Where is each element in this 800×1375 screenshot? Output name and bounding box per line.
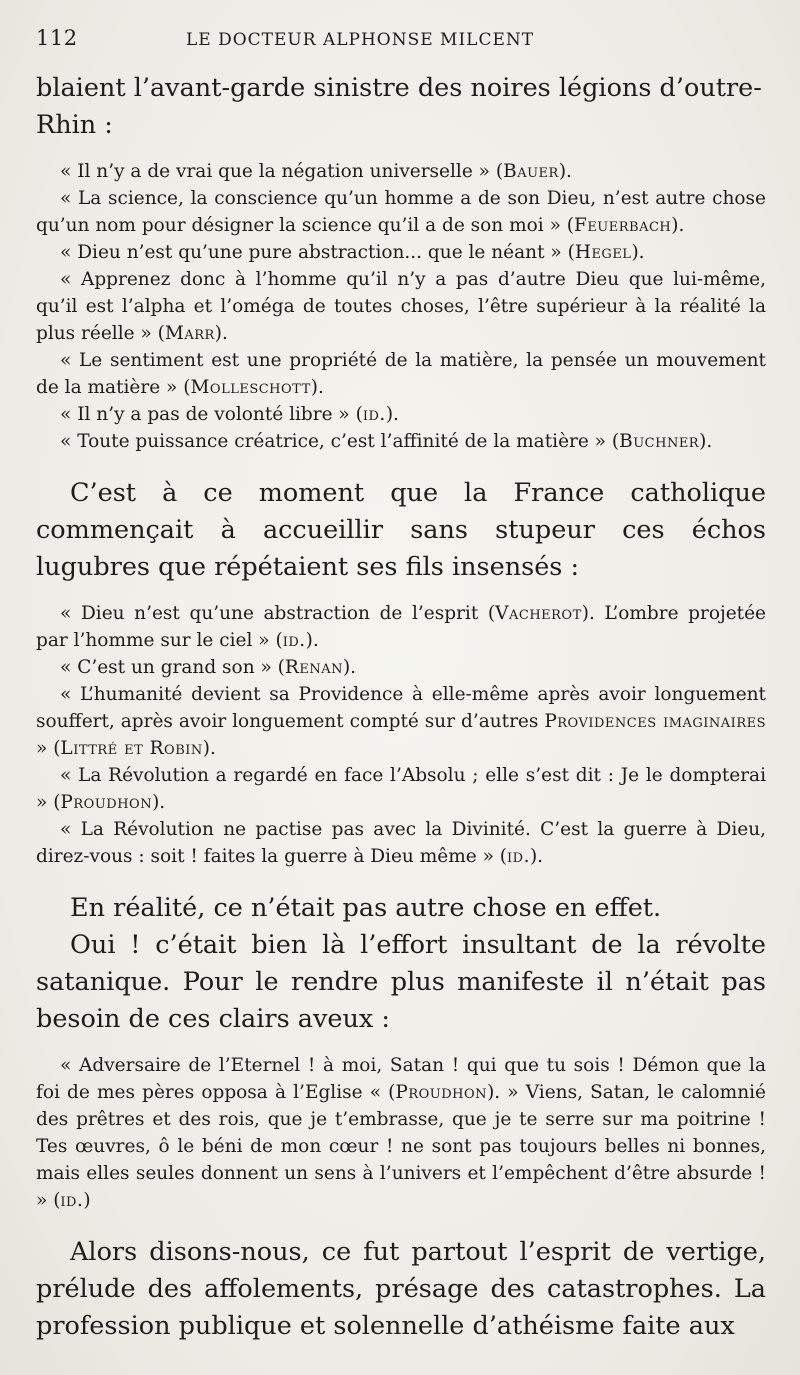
quote-tail: » ( [36, 738, 61, 759]
paragraph-reality [36, 890, 766, 1038]
quote-text: « La Révolution a regardé en face l’Absolu ; elle s’est dit : Je le dompterai » ( [36, 765, 766, 813]
quote-author: id. [362, 404, 386, 425]
quote-tail: ). [529, 846, 544, 867]
quote-id-1 [36, 401, 766, 428]
quote-author: id. [60, 1190, 84, 1211]
quote-author: Buchner [619, 431, 700, 452]
quote-author: id. [282, 630, 306, 651]
quote-renan [36, 654, 766, 681]
quote-tail: ). [558, 161, 572, 182]
quote-vacherot [36, 600, 766, 654]
quote-tail: ). [310, 377, 324, 398]
quote-author: Providences imaginaires [544, 711, 767, 732]
quote-tail: ). [671, 215, 685, 236]
quote-text: « Dieu n’est qu’une abstraction de l’esprit ( [60, 603, 496, 624]
paragraph-france [36, 475, 766, 586]
quote-text: « Dieu n’est qu’une pure abstraction... que le néant » ( [60, 242, 575, 263]
quote-author: Hegel [574, 242, 632, 263]
quote-author: Feuerbach [573, 215, 672, 236]
quote-bauer [36, 158, 766, 185]
quote-author: Littré et Robin [60, 738, 203, 759]
quote-text: « Il n’y a de vrai que la négation universelle » ( [60, 161, 504, 182]
quote-text: « Le sentiment est une propriété de la matière, la pensée un mouvement de la matière » ( [36, 350, 766, 398]
quote-text: « Apprenez donc à l’homme qu’il n’y a pas d’autre Dieu que lui-même, qu’il est l’alpha et l’oméga de toutes choses, l’être supérieur à la réalité la plus réelle » ( [36, 269, 766, 344]
quote-molleschott [36, 347, 766, 401]
quote-text: « C’est un grand son » ( [60, 657, 285, 678]
quote-tail: ). [305, 630, 319, 651]
quote-author: Marr [164, 323, 215, 344]
quote-text: ). » Viens, Satan, le calomnié des prêtres et des rois, que je t’embrasse, que je te serre sur ma poitrine ! Tes œuvres, ô le béni de mon cœur ! ne sont pas toujours belles ni bonnes, mais elles seules donnent un sens à l’univers et l’empêchent d’être absurde ! » ( [36, 1082, 766, 1211]
paragraph-text: En réalité, ce n’était pas autre chose en effet. [70, 893, 662, 923]
quote-tail: ) [83, 1190, 91, 1211]
quote-author: Bauer [503, 161, 559, 182]
french-quotes [36, 600, 766, 870]
quote-author: Proudhon [60, 792, 153, 813]
page-number: 112 [36, 26, 78, 50]
paragraph-text: C’est à ce moment que la France catholique commençait à accueillir sans stupeur ces échos lugubres que répétaient ses fils insensés : [36, 478, 766, 582]
intro-paragraph [36, 70, 766, 144]
quote-marr [36, 266, 766, 347]
intro-line-2: Rhin : [36, 110, 113, 140]
quote-text: « Adversaire de l’Eternel ! à moi, Satan ! qui que tu sois ! Démon que la foi de mes pères opposa à l’Eglise « ( [36, 1055, 766, 1103]
quote-tail: ). [699, 431, 713, 452]
paragraph-text: Alors disons-nous, ce fut partout l’esprit de vertige, prélude des affolements, présage des catastrophes. La profession publique et solennelle d’athéisme faite aux [36, 1237, 766, 1341]
paragraph-final [36, 1234, 766, 1345]
quote-tail: ). L’ombre projetée par l’homme sur le ciel » ( [36, 603, 766, 651]
quote-satan [36, 1052, 766, 1214]
quote-tail: ). [202, 738, 216, 759]
quote-author: id. [507, 846, 530, 867]
satan-quote [36, 1052, 766, 1214]
quote-tail: ). [152, 792, 166, 813]
page-header [36, 26, 766, 70]
quote-text: « L’humanité devient sa Providence à elle-même après avoir longuement souffert, après avoir longuement compté sur d’autres [36, 684, 766, 732]
quote-tail: ). [631, 242, 645, 263]
quote-author: Renan [284, 657, 343, 678]
quote-tail: ). [385, 404, 399, 425]
quote-author: Molleschott [190, 377, 311, 398]
quote-proudhon-1 [36, 762, 766, 816]
quote-littre-robin [36, 681, 766, 762]
quote-id-2 [36, 816, 766, 870]
quote-text: « Il n’y a pas de volonté libre » ( [60, 404, 363, 425]
quote-text: « La Révolution ne pactise pas avec la Divinité. C’est la guerre à Dieu, direz-vous : soit ! faites la guerre à Dieu même » ( [36, 819, 766, 867]
quote-tail: ). [214, 323, 228, 344]
german-quotes [36, 158, 766, 455]
paragraph-text: Oui ! c’était bien là l’effort insultant de la révolte satanique. Pour le rendre plus manifeste il n’était pas besoin de ces clairs aveux : [36, 930, 766, 1034]
running-title: LE DOCTEUR ALPHONSE MILCENT [186, 30, 535, 50]
quote-text: « La science, la conscience qu’un homme a de son Dieu, n’est autre chose qu’un nom pour désigner la science qu’il a de son moi » ( [36, 188, 766, 236]
quote-author: Vacherot [495, 603, 582, 624]
quote-author: Proudhon [395, 1082, 488, 1103]
quote-buchner [36, 428, 766, 455]
quote-hegel [36, 239, 766, 266]
quote-feuerbach [36, 185, 766, 239]
quote-text: « Toute puissance créatrice, c’est l’affinité de la matière » ( [60, 431, 620, 452]
intro-line-1: blaient l’avant-garde sinistre des noires légions d’outre- [36, 73, 762, 103]
quote-tail: ). [342, 657, 357, 678]
